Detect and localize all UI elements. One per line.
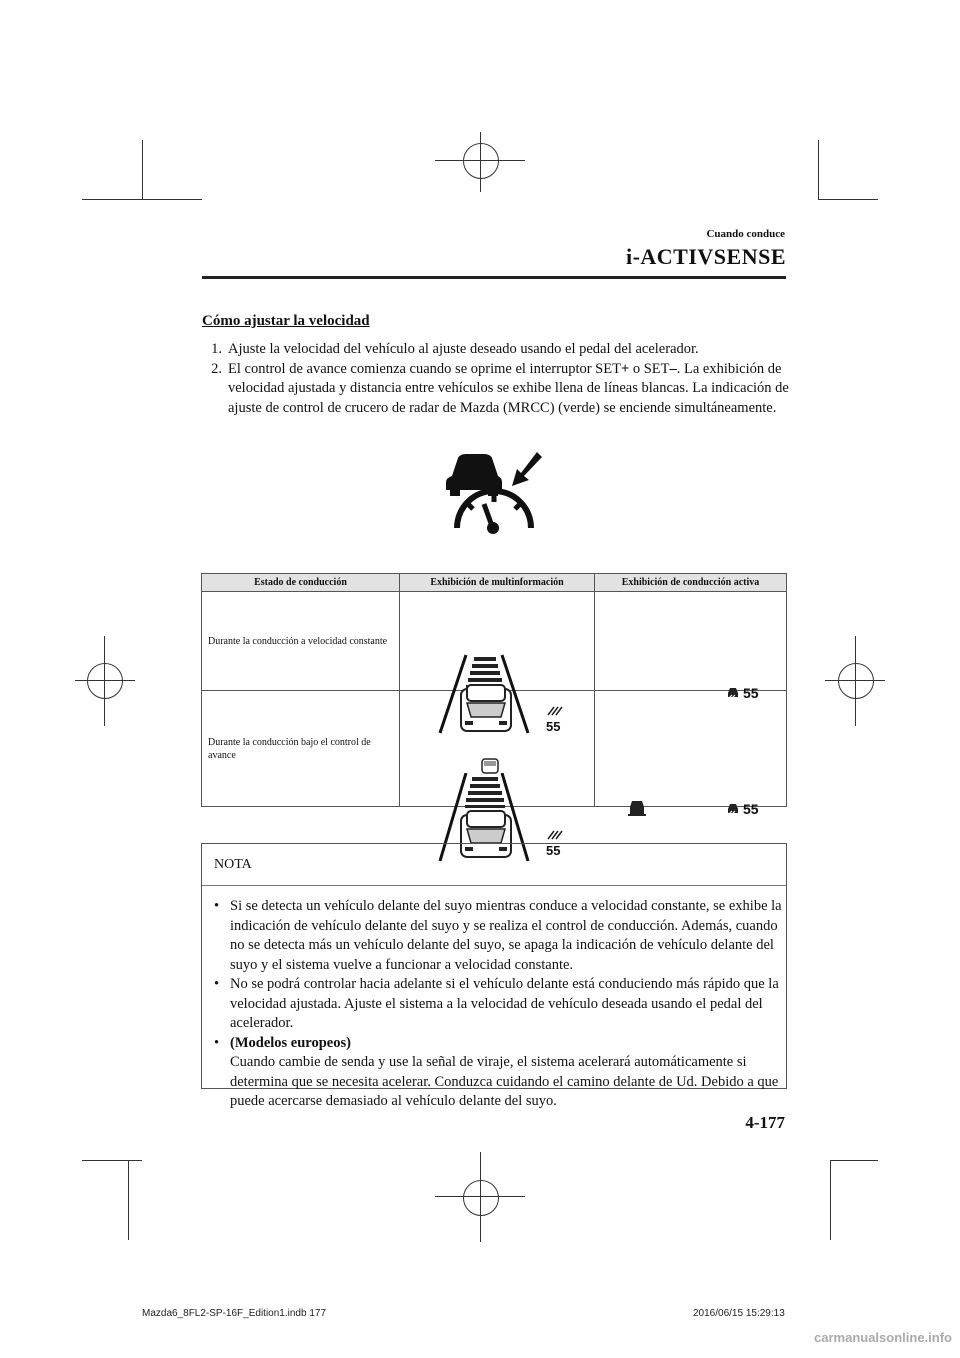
minus-sign: –	[669, 360, 677, 377]
footer-timestamp: 2016/06/15 15:29:13	[693, 1308, 785, 1319]
multi-info-display-cell	[400, 592, 595, 734]
table-header: Exhibición de conducción activa	[595, 574, 787, 592]
driving-state-cell: Durante la conducción a velocidad constante	[202, 592, 400, 691]
note-text-part: Cuando cambie de senda y use la señal de viraje, el sistema acelerará automáticamente si determina que se necesita acelerar. Conduzca cuidando el camino delante de Ud. Debido a que puede acercarse demasiado al vehículo delante del suyo.	[230, 1054, 779, 1109]
header-rule	[202, 276, 786, 279]
bullet-icon: •	[214, 898, 220, 914]
driving-status-table	[201, 573, 787, 858]
table-header: Estado de conducción	[202, 574, 400, 592]
note-box	[201, 843, 787, 1109]
subsection-title: Cómo ajustar la velocidad	[202, 313, 370, 329]
step-text-part: o SET	[629, 360, 670, 377]
table-header: Exhibición de multinformación	[400, 574, 595, 592]
active-speed-value: 55	[743, 685, 759, 701]
note-item	[214, 897, 782, 975]
table-row	[202, 592, 787, 691]
chapter-label: Cuando conduce	[706, 228, 785, 240]
bullet-icon: •	[214, 976, 220, 992]
watermark: carmanualsonline.info	[814, 1330, 952, 1345]
note-list	[214, 897, 782, 1112]
step-number: 1.	[211, 341, 222, 357]
step-number: 2.	[211, 360, 222, 377]
own-car-icon	[457, 683, 515, 735]
set-speed-value: 55	[546, 842, 561, 858]
table-header-row	[202, 574, 787, 592]
note-text: Si se detecta un vehículo delante del suyo mientras conduce a velocidad constante, se exhibe la indicación de vehículo delante del suyo y se realiza el control de conducción. Además, cuando no se detecta más un vehículo delante del suyo, se apaga la indicación de vehículo delante del suyo y el sistema vuelve a funcionar a velocidad constante.	[230, 898, 782, 973]
active-speed-value: 55	[743, 800, 759, 817]
set-speed-value: 55	[546, 719, 561, 734]
step-text-part: El control de avance comienza cuando se oprime el interruptor SET	[228, 360, 621, 377]
step-text-part: . La exhibición de velocidad ajustada y distancia entre vehículos se exhibe llena de líneas blancas. La indicación de ajuste de control de crucero de radar de Mazda (MRCC) (verde) se enciende simultáneamente.	[228, 360, 789, 416]
step-list	[190, 340, 790, 418]
note-title: NOTA	[214, 857, 252, 872]
note-item	[214, 975, 782, 1034]
step-item	[190, 340, 790, 360]
mrcc-set-indicator-icon	[440, 448, 546, 534]
note-bold-label: (Modelos europeos)	[230, 1034, 351, 1051]
step-text: Ajuste la velocidad del vehículo al ajuste deseado usando el pedal del acelerador.	[228, 341, 699, 357]
section-title: i-ACTIVSENSE	[625, 244, 786, 269]
vehicle-ahead-icon	[627, 799, 647, 817]
footer-filename: Mazda6_8FL2-SP-16F_Edition1.indb 177	[142, 1308, 327, 1319]
driving-state-cell: Durante la conducción bajo el control de avance	[202, 691, 400, 807]
note-text	[230, 1034, 782, 1112]
bullet-icon: •	[214, 1034, 220, 1051]
plus-sign: +	[620, 360, 630, 377]
mrcc-icon	[726, 687, 740, 699]
active-driving-display-cell	[595, 592, 787, 701]
note-divider	[202, 885, 786, 886]
note-text: No se podrá controlar hacia adelante si el vehículo delante está conduciendo más rápido que la velocidad ajustada. Ajuste el sistema a la velocidad de vehículo deseada usando el pedal del acelerador.	[230, 976, 779, 1031]
distance-icon	[546, 705, 564, 717]
distance-icon	[546, 829, 564, 841]
step-text	[228, 360, 790, 419]
page-number: 4-177	[745, 1113, 785, 1132]
mrcc-icon	[726, 803, 740, 815]
active-driving-display-cell	[595, 691, 787, 817]
note-item	[214, 1034, 782, 1112]
step-item	[190, 360, 790, 419]
